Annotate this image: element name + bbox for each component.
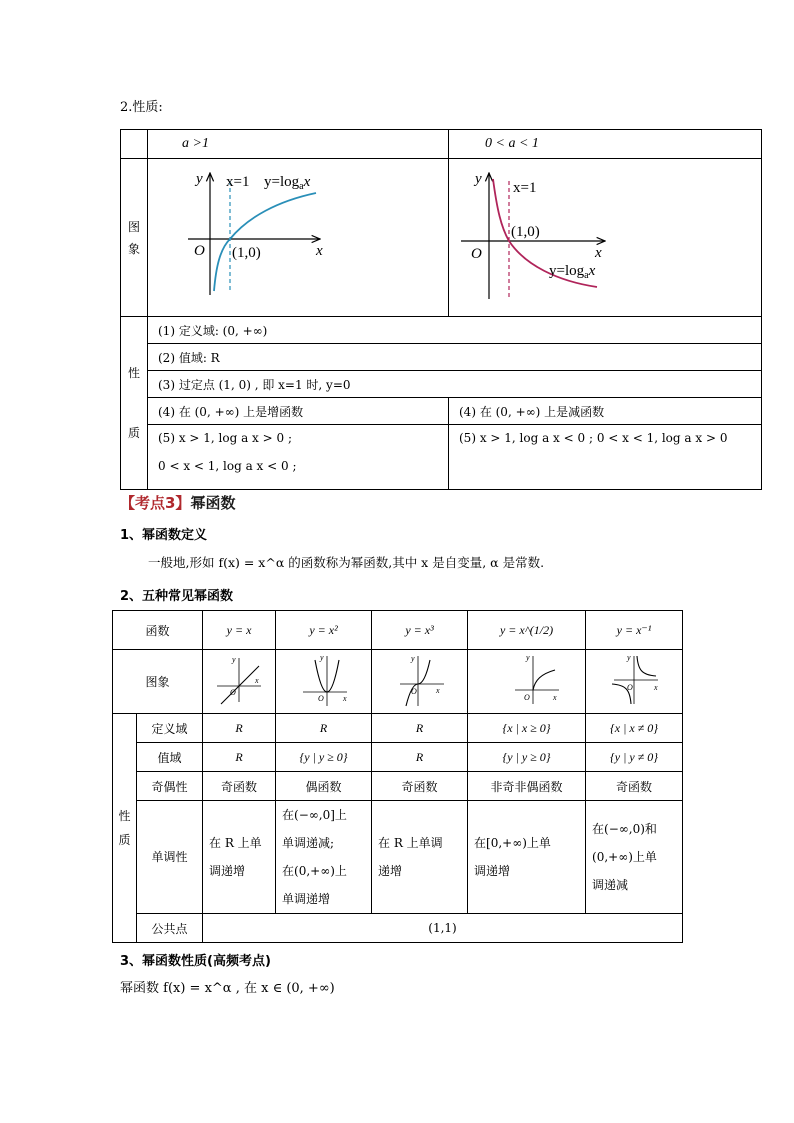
mono-4: 在[0,+∞)上单 调递增 bbox=[468, 801, 586, 914]
svg-text:y: y bbox=[411, 654, 415, 663]
mono-3: 在 R 上单调 递增 bbox=[372, 801, 468, 914]
graph-y-eq-x-squared bbox=[276, 650, 372, 714]
log-properties-table bbox=[120, 129, 762, 490]
empty-corner-cell bbox=[121, 130, 148, 159]
range-3: R bbox=[372, 743, 468, 772]
domain-4: {x | x ≥ 0} bbox=[468, 714, 586, 743]
sign-left-line1: (5) x > 1, log a x > 0 ; bbox=[158, 431, 292, 445]
graph-decreasing-log bbox=[449, 159, 762, 317]
parity-label: 奇偶性 bbox=[137, 772, 203, 801]
function-5: y = x⁻¹ bbox=[586, 611, 683, 650]
x-axis-label: x bbox=[595, 245, 602, 261]
power-props-label: 性 质 bbox=[113, 714, 137, 943]
svg-text:x: x bbox=[552, 693, 557, 702]
log-curve-increasing bbox=[214, 193, 316, 291]
asymptote-label: x=1 bbox=[513, 180, 537, 196]
svg-text:O: O bbox=[523, 693, 530, 702]
function-row-label: 函数 bbox=[113, 611, 203, 650]
svg-text:y: y bbox=[320, 653, 324, 662]
curve-label: $y=\log_ax$ bbox=[549, 263, 596, 281]
graph-y-eq-sqrt-x bbox=[468, 650, 586, 714]
common-point-value: (1,1) bbox=[203, 914, 683, 943]
svg-text:x: x bbox=[654, 683, 658, 692]
y-axis-label: y bbox=[475, 171, 482, 187]
function-1: y = x bbox=[203, 611, 276, 650]
mono-label: 单调性 bbox=[137, 801, 203, 914]
svg-text:x: x bbox=[436, 686, 440, 695]
y-axis-label: y bbox=[196, 171, 203, 187]
sign-right-line: (5) x > 1, log a x < 0 ; 0 < x < 1, log a x > 0 bbox=[459, 431, 728, 445]
parity-4: 非奇非偶函数 bbox=[468, 772, 586, 801]
function-4: y = x^(1/2) bbox=[468, 611, 586, 650]
graph-y-eq-x-cubed bbox=[372, 650, 468, 714]
domain-2: R bbox=[276, 714, 372, 743]
sign-right-cell bbox=[449, 425, 762, 490]
svg-text:y: y bbox=[627, 653, 631, 662]
graph-y-eq-x bbox=[203, 650, 276, 714]
origin-label: O bbox=[194, 243, 205, 259]
svg-text:x: x bbox=[343, 694, 347, 703]
range-2: {y | y ≥ 0} bbox=[276, 743, 372, 772]
common-point-label: 公共点 bbox=[137, 914, 203, 943]
graph-increasing-log bbox=[148, 159, 449, 317]
mono-increasing-cell: (4) 在 (0, +∞) 上是增函数 bbox=[148, 398, 449, 425]
function-3: y = x³ bbox=[372, 611, 468, 650]
mono-5: 在(−∞,0)和 (0,+∞)上单 调递减 bbox=[586, 801, 683, 914]
curve-label: $y=\log_ax$ bbox=[264, 174, 311, 192]
sign-left-cell bbox=[148, 425, 449, 490]
graph-row-label: 图 象 bbox=[121, 159, 148, 317]
properties-heading: 3、幂函数性质(高频考点) bbox=[120, 954, 271, 969]
mono-1: 在 R 上单 调递增 bbox=[203, 801, 276, 914]
x-axis-label: x bbox=[316, 243, 323, 259]
sign-left-line2: 0 < x < 1, log a x < 0 ; bbox=[158, 459, 297, 473]
graph-y-eq-x-inverse bbox=[586, 650, 683, 714]
properties-text: 幂函数 f(x) = x^α , 在 x ∈ (0, +∞) bbox=[120, 981, 335, 996]
definition-heading: 1、幂函数定义 bbox=[120, 528, 208, 543]
svg-text:O: O bbox=[318, 694, 324, 703]
kaodian-title: 幂函数 bbox=[190, 494, 236, 512]
svg-text:y: y bbox=[525, 653, 530, 662]
domain-cell: (1) 定义域: (0, +∞) bbox=[148, 317, 762, 344]
svg-text:O: O bbox=[411, 687, 417, 696]
definition-text: 一般地,形如 f(x) = x^α 的函数称为幂函数,其中 x 是自变量, α 是常数. bbox=[148, 555, 545, 570]
point-label: (1,0) bbox=[511, 224, 540, 240]
svg-text:O: O bbox=[627, 683, 633, 692]
range-4: {y | y ≥ 0} bbox=[468, 743, 586, 772]
five-functions-heading: 2、五种常见幂函数 bbox=[120, 589, 234, 604]
parity-5: 奇函数 bbox=[586, 772, 683, 801]
range-cell: (2) 值域: R bbox=[148, 344, 762, 371]
range-1: R bbox=[203, 743, 276, 772]
mono-decreasing-cell: (4) 在 (0, +∞) 上是减函数 bbox=[449, 398, 762, 425]
domain-3: R bbox=[372, 714, 468, 743]
domain-5: {x | x ≠ 0} bbox=[586, 714, 683, 743]
fixed-point-cell: (3) 过定点 (1, 0) , 即 x=1 时, y=0 bbox=[148, 371, 762, 398]
range-label: 值域 bbox=[137, 743, 203, 772]
domain-1: R bbox=[203, 714, 276, 743]
function-2: y = x² bbox=[276, 611, 372, 650]
parity-1: 奇函数 bbox=[203, 772, 276, 801]
range-5: {y | y ≠ 0} bbox=[586, 743, 683, 772]
power-functions-table bbox=[112, 610, 683, 943]
section-properties-label: 2.性质: bbox=[120, 100, 163, 115]
kaodian-heading bbox=[120, 492, 235, 513]
parity-2: 偶函数 bbox=[276, 772, 372, 801]
origin-label: O bbox=[471, 246, 482, 262]
col-header-a-gt-1: a >1 bbox=[148, 130, 449, 159]
mono-2: 在(−∞,0]上 单调递减; 在(0,+∞)上 单调递增 bbox=[276, 801, 372, 914]
asymptote-label: x=1 bbox=[226, 174, 250, 190]
point-label: (1,0) bbox=[232, 245, 261, 261]
domain-label: 定义域 bbox=[137, 714, 203, 743]
svg-text:x: x bbox=[255, 676, 259, 685]
graph-row-label: 图象 bbox=[113, 650, 203, 714]
svg-text:O: O bbox=[230, 688, 236, 697]
properties-row-label: 性 质 bbox=[121, 317, 148, 490]
kaodian-number: 【考点3】 bbox=[120, 494, 191, 512]
col-header-a-lt-1: 0 < a < 1 bbox=[449, 130, 762, 159]
svg-text:y: y bbox=[232, 655, 236, 664]
parity-3: 奇函数 bbox=[372, 772, 468, 801]
